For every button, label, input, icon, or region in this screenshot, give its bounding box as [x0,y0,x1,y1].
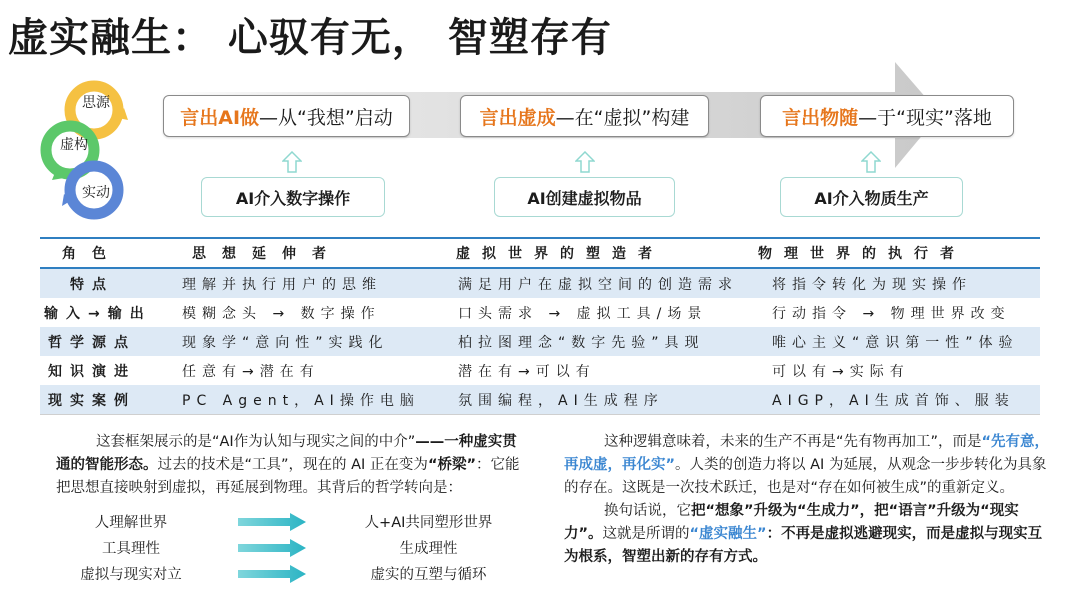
table-cell: 柏拉图理念“数字先验”具现 [458,334,705,351]
right-paragraph [564,431,1050,569]
cycle-label-bottom: 实动 [82,185,110,201]
table-row [40,385,1040,415]
comparison-row [56,563,536,585]
table-cell: AIGP，AI生成首饰、服装 [772,392,1015,409]
right-paragraph-1: 这种逻辑意味着，未来的生产不再是“先有物再加工”，而是“先有意，再成虚，再化实”。人类的创造力将以 AI 为延展，从观念一步步转化为具象的存在。这既是一次技术跃迁，也是对“存在如何被生成”的重新定义。 [564,434,1050,496]
up-arrow-icon [282,151,302,173]
right-arrow-icon [238,565,306,583]
table-row [40,356,1040,385]
table-cell: 哲学源点 [48,334,136,351]
table-cell: 任意有→潜在有 [182,363,320,380]
stage-box-2: 言出虚成 —在“虚拟”构建 [460,95,709,137]
table-cell: 氛围编程，AI生成程序 [458,392,664,409]
comparison-to: 生成理性 [399,541,458,557]
table-header [40,237,1040,269]
comparison-from: 工具理性 [102,541,160,557]
ai-box-1: AI介入数字操作 [201,177,385,217]
table-cell: 行动指令 → 物理世界改变 [772,305,1011,322]
table-row [40,298,1040,327]
comparison-table [40,237,1040,415]
table-cell: 输入→输出 [44,305,152,322]
table-cell: PC Agent，AI操作电脑 [182,392,420,409]
table-cell: 理解并执行用户的思维 [182,276,382,293]
table-cell: 可以有→实际有 [772,363,910,380]
comparison-row [56,537,536,559]
table-cell: 满足用户在虚拟空间的创造需求 [458,276,738,293]
page-title: 虚实融生： 心驭有无， 智塑存有 [8,15,612,61]
table-row [40,269,1040,298]
up-arrow-icon [861,151,881,173]
table-cell: 口头需求 → 虚拟工具/场景 [458,305,708,322]
ai-box-2: AI创建虚拟物品 [494,177,675,217]
right-arrow-icon [238,539,306,557]
table-cell: 唯心主义“意识第一性”体验 [772,334,1019,351]
left-paragraph: 这套框架展示的是“AI作为认知与现实之间的中介”——一种虚实贯通的智能形态。过去的技术是“工具”，现在的 AI 正在变为“桥梁”：它能把思想直接映射到虚拟，再延展到物理。其背后的哲学转向是： [56,434,520,496]
table-header-cell: 虚拟世界的塑造者 [456,246,664,262]
table-header-cell: 物理世界的执行者 [758,246,966,262]
comparison-from: 人理解世界 [94,515,168,531]
table-cell: 知识演进 [48,363,136,380]
table-cell: 现象学“意向性”实践化 [182,334,389,351]
cycle-label-top: 思源 [82,95,110,111]
right-paragraph-2: 换句话说，它把“想象”升级为“生成力”，把“语言”升级为“现实力”。这就是所谓的“虚实融生”：不再是虚拟逃避现实，而是虚拟与现实互为根系，智塑出新的存有方式。 [564,503,1043,565]
table-cell: 特点 [70,276,114,293]
right-arrow-icon [238,513,306,531]
up-arrow-icon [575,151,595,173]
table-cell: 模糊念头 → 数字操作 [182,305,381,322]
table-header-cell: 角色 [62,246,122,262]
table-header-cell: 思想延伸者 [192,246,342,262]
comparison-to: 虚实的互塑与循环 [370,567,487,583]
stage-box-3: 言出物随 —于“现实”落地 [760,95,1014,137]
table-cell: 潜在有→可以有 [458,363,596,380]
comparison-row [56,511,536,533]
table-row [40,327,1040,356]
stage-box-1: 言出AI做 —从“我想”启动 [163,95,410,137]
table-cell: 现实案例 [48,392,136,409]
cycle-diagram [36,78,146,226]
table-cell: 将指令转化为现实操作 [772,276,972,293]
comparison-from: 虚拟与现实对立 [80,567,182,583]
cycle-label-middle: 虚构 [60,137,88,153]
ai-box-3: AI介入物质生产 [780,177,963,217]
comparison-to: 人+AI共同塑形世界 [364,515,493,531]
